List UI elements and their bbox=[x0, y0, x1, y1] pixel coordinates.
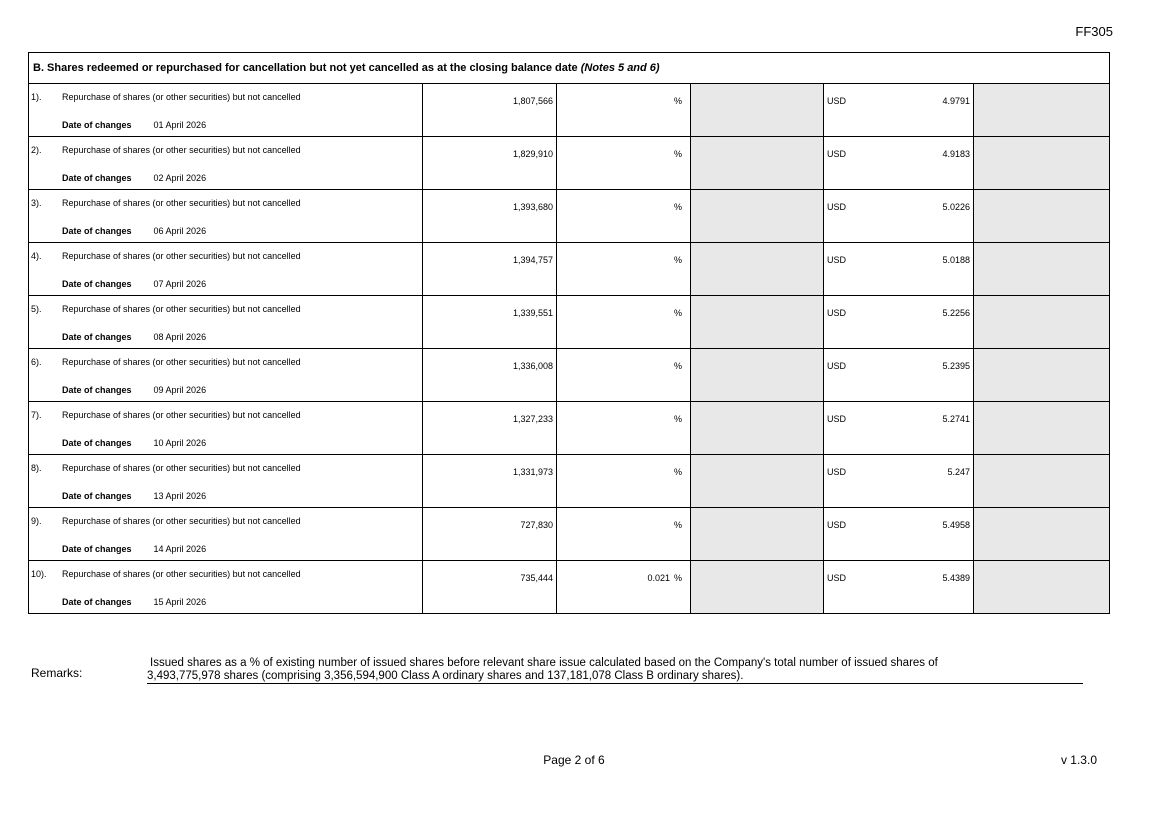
row-index: 1). bbox=[31, 92, 42, 102]
row-index: 4). bbox=[31, 251, 42, 261]
date-label: Date of changes bbox=[62, 597, 132, 607]
date-value: 09 April 2026 bbox=[153, 385, 207, 395]
price-value: 5.4958 bbox=[942, 520, 970, 530]
form-code: FF305 bbox=[1075, 24, 1113, 39]
section-title bbox=[29, 53, 1110, 84]
grey-cell bbox=[691, 349, 824, 402]
row-description-cell bbox=[29, 296, 423, 349]
percent-sign: % bbox=[673, 149, 682, 159]
row-date bbox=[62, 491, 206, 501]
grey-cell bbox=[691, 190, 824, 243]
date-label: Date of changes bbox=[62, 332, 132, 342]
shares-amount: 1,807,566 bbox=[423, 84, 557, 137]
date-value: 06 April 2026 bbox=[153, 226, 207, 236]
grey-cell bbox=[691, 508, 824, 561]
shares-amount: 735,444 bbox=[423, 561, 557, 614]
shares-amount: 1,394,757 bbox=[423, 243, 557, 296]
percent-sign: % bbox=[673, 520, 682, 530]
remarks-label: Remarks: bbox=[31, 666, 83, 680]
price-value: 5.2256 bbox=[942, 308, 970, 318]
row-description-cell bbox=[29, 349, 423, 402]
currency: USD bbox=[827, 467, 847, 477]
price-value: 5.2395 bbox=[942, 361, 970, 371]
row-date bbox=[62, 385, 206, 395]
grey-cell bbox=[691, 402, 824, 455]
date-label: Date of changes bbox=[62, 120, 132, 130]
shares-amount: 1,336,008 bbox=[423, 349, 557, 402]
row-index: 6). bbox=[31, 357, 42, 367]
price-cell bbox=[824, 137, 974, 190]
grey-cell bbox=[691, 84, 824, 137]
date-value: 14 April 2026 bbox=[153, 544, 207, 554]
page-number: Page 2 of 6 bbox=[543, 753, 605, 767]
remarks-line-2: 3,493,775,978 shares (comprising 3,356,594,900 Class A ordinary shares and 137,181,078 Class B ordinary shares). bbox=[147, 670, 744, 682]
table-row bbox=[29, 508, 1110, 561]
row-index: 2). bbox=[31, 145, 42, 155]
date-label: Date of changes bbox=[62, 385, 132, 395]
section-title-text: B. Shares redeemed or repurchased for cancellation but not yet cancelled as at the closing balance date bbox=[33, 62, 578, 74]
shares-amount: 1,393,680 bbox=[423, 190, 557, 243]
percent-sign: % bbox=[673, 361, 682, 371]
percent-cell bbox=[557, 508, 691, 561]
grey-cell bbox=[974, 137, 1110, 190]
date-value: 01 April 2026 bbox=[153, 120, 207, 130]
date-label: Date of changes bbox=[62, 279, 132, 289]
percent-value: 0.021 bbox=[647, 573, 670, 583]
grey-cell bbox=[974, 402, 1110, 455]
grey-cell bbox=[691, 243, 824, 296]
price-value: 4.9791 bbox=[942, 96, 970, 106]
row-index: 9). bbox=[31, 516, 42, 526]
date-value: 13 April 2026 bbox=[153, 491, 207, 501]
row-description: Repurchase of shares (or other securities) but not cancelled bbox=[62, 304, 301, 314]
row-index: 8). bbox=[31, 463, 42, 473]
price-cell bbox=[824, 190, 974, 243]
table-row bbox=[29, 349, 1110, 402]
grey-cell bbox=[974, 296, 1110, 349]
date-label: Date of changes bbox=[62, 438, 132, 448]
percent-sign: % bbox=[673, 308, 682, 318]
row-description: Repurchase of shares (or other securities) but not cancelled bbox=[62, 357, 301, 367]
price-cell bbox=[824, 84, 974, 137]
grey-cell bbox=[974, 561, 1110, 614]
percent-cell bbox=[557, 349, 691, 402]
version-label: v 1.3.0 bbox=[1060, 753, 1097, 767]
grey-cell bbox=[974, 349, 1110, 402]
table-row bbox=[29, 243, 1110, 296]
price-cell bbox=[824, 296, 974, 349]
price-value: 5.247 bbox=[947, 467, 970, 477]
table-row bbox=[29, 402, 1110, 455]
repurchase-table bbox=[28, 52, 1110, 614]
row-description: Repurchase of shares (or other securities) but not cancelled bbox=[62, 198, 301, 208]
price-cell bbox=[824, 455, 974, 508]
date-label: Date of changes bbox=[62, 544, 132, 554]
currency: USD bbox=[827, 255, 847, 265]
table-row bbox=[29, 296, 1110, 349]
price-cell bbox=[824, 402, 974, 455]
row-description: Repurchase of shares (or other securities) but not cancelled bbox=[62, 251, 301, 261]
row-description: Repurchase of shares (or other securities) but not cancelled bbox=[62, 516, 301, 526]
row-index: 10). bbox=[31, 569, 47, 579]
date-value: 15 April 2026 bbox=[153, 597, 207, 607]
percent-sign: % bbox=[673, 467, 682, 477]
currency: USD bbox=[827, 361, 847, 371]
row-description-cell bbox=[29, 455, 423, 508]
price-cell bbox=[824, 349, 974, 402]
row-date bbox=[62, 120, 206, 130]
row-description-cell bbox=[29, 137, 423, 190]
percent-sign: % bbox=[673, 573, 682, 583]
currency: USD bbox=[827, 202, 847, 212]
price-value: 5.0226 bbox=[942, 202, 970, 212]
row-description: Repurchase of shares (or other securities) but not cancelled bbox=[62, 463, 301, 473]
row-date bbox=[62, 544, 206, 554]
remarks-line-1: Issued shares as a % of existing number of issued shares before relevant share issue calculated based on the Company's total number of issued shares of bbox=[150, 657, 938, 669]
percent-sign: % bbox=[673, 255, 682, 265]
grey-cell bbox=[974, 84, 1110, 137]
percent-sign: % bbox=[673, 202, 682, 212]
row-description: Repurchase of shares (or other securities) but not cancelled bbox=[62, 92, 301, 102]
price-value: 5.0188 bbox=[942, 255, 970, 265]
date-value: 02 April 2026 bbox=[153, 173, 207, 183]
grey-cell bbox=[691, 455, 824, 508]
percent-cell bbox=[557, 137, 691, 190]
percent-cell bbox=[557, 190, 691, 243]
percent-sign: % bbox=[673, 414, 682, 424]
percent-cell bbox=[557, 455, 691, 508]
row-description: Repurchase of shares (or other securities) but not cancelled bbox=[62, 569, 301, 579]
row-index: 5). bbox=[31, 304, 42, 314]
row-date bbox=[62, 279, 206, 289]
table-body bbox=[29, 53, 1110, 614]
percent-cell bbox=[557, 243, 691, 296]
row-index: 3). bbox=[31, 198, 42, 208]
currency: USD bbox=[827, 573, 847, 583]
row-index: 7). bbox=[31, 410, 42, 420]
row-date bbox=[62, 173, 206, 183]
grey-cell bbox=[974, 190, 1110, 243]
table-row bbox=[29, 84, 1110, 137]
currency: USD bbox=[827, 308, 847, 318]
percent-cell bbox=[557, 561, 691, 614]
percent-cell bbox=[557, 296, 691, 349]
percent-cell bbox=[557, 84, 691, 137]
grey-cell bbox=[691, 561, 824, 614]
date-label: Date of changes bbox=[62, 491, 132, 501]
currency: USD bbox=[827, 149, 847, 159]
price-cell bbox=[824, 508, 974, 561]
row-date bbox=[62, 226, 206, 236]
table-row bbox=[29, 455, 1110, 508]
row-description-cell bbox=[29, 84, 423, 137]
percent-sign: % bbox=[673, 96, 682, 106]
table-row bbox=[29, 561, 1110, 614]
row-description-cell bbox=[29, 190, 423, 243]
row-date bbox=[62, 332, 206, 342]
section-notes: (Notes 5 and 6) bbox=[580, 62, 660, 74]
row-date bbox=[62, 438, 206, 448]
grey-cell bbox=[974, 455, 1110, 508]
row-description-cell bbox=[29, 243, 423, 296]
row-description: Repurchase of shares (or other securities) but not cancelled bbox=[62, 145, 301, 155]
shares-amount: 1,339,551 bbox=[423, 296, 557, 349]
section-header-row bbox=[29, 53, 1110, 84]
row-description-cell bbox=[29, 508, 423, 561]
grey-cell bbox=[691, 137, 824, 190]
row-description: Repurchase of shares (or other securities) but not cancelled bbox=[62, 410, 301, 420]
table-row bbox=[29, 190, 1110, 243]
price-value: 4.9183 bbox=[942, 149, 970, 159]
row-date bbox=[62, 597, 206, 607]
price-cell bbox=[824, 561, 974, 614]
percent-cell bbox=[557, 402, 691, 455]
shares-amount: 1,331,973 bbox=[423, 455, 557, 508]
price-value: 5.4389 bbox=[942, 573, 970, 583]
currency: USD bbox=[827, 414, 847, 424]
grey-cell bbox=[691, 296, 824, 349]
row-description-cell bbox=[29, 402, 423, 455]
price-cell bbox=[824, 243, 974, 296]
currency: USD bbox=[827, 520, 847, 530]
date-value: 10 April 2026 bbox=[153, 438, 207, 448]
date-value: 07 April 2026 bbox=[153, 279, 207, 289]
remarks-text bbox=[147, 657, 1083, 684]
date-label: Date of changes bbox=[62, 226, 132, 236]
shares-amount: 727,830 bbox=[423, 508, 557, 561]
row-description-cell bbox=[29, 561, 423, 614]
date-label: Date of changes bbox=[62, 173, 132, 183]
shares-amount: 1,829,910 bbox=[423, 137, 557, 190]
table-row bbox=[29, 137, 1110, 190]
currency: USD bbox=[827, 96, 847, 106]
date-value: 08 April 2026 bbox=[153, 332, 207, 342]
grey-cell bbox=[974, 508, 1110, 561]
price-value: 5.2741 bbox=[942, 414, 970, 424]
grey-cell bbox=[974, 243, 1110, 296]
shares-amount: 1,327,233 bbox=[423, 402, 557, 455]
